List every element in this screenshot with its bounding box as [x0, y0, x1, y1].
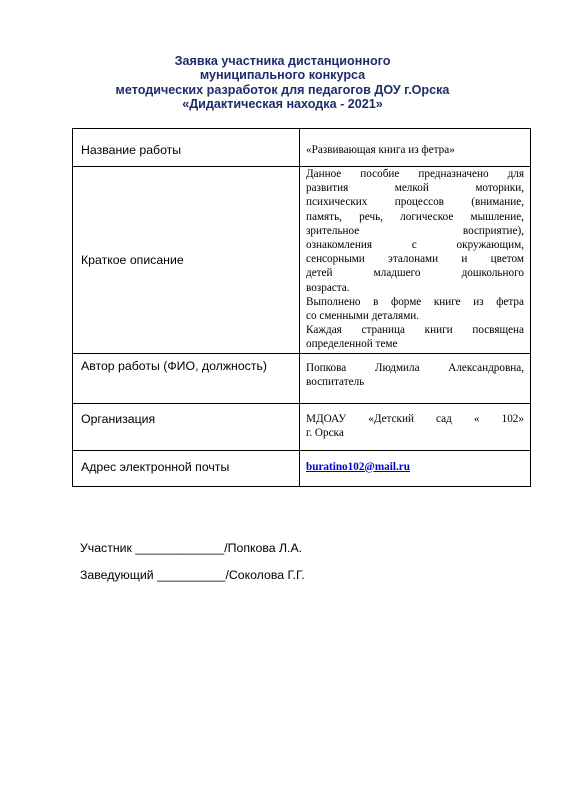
description-line: развития мелкой моторики, — [306, 182, 524, 195]
table-row-email — [73, 450, 531, 486]
table-row-description — [73, 167, 531, 354]
description-line: память, речь, логическое мышление, — [306, 210, 524, 223]
signature-blank: __________ — [157, 568, 226, 582]
description-line: Данное пособие предназначено для — [306, 168, 524, 180]
signature-role: Участник — [80, 541, 136, 555]
application-form-table — [72, 128, 531, 487]
signature-role: Заведующий — [80, 568, 158, 582]
row-label: Адрес электронной почты — [73, 450, 300, 486]
description-line: психических процессов (внимание, — [306, 196, 524, 209]
signature-name: /Попкова Л.А. — [224, 541, 303, 555]
row-label: Краткое описание — [73, 167, 300, 354]
email-link[interactable]: buratino102@mail.ru — [306, 460, 410, 473]
participant-signature-line — [80, 541, 302, 555]
table-row-organization — [73, 403, 531, 450]
description-line: со сменными деталями. — [306, 310, 420, 323]
description-value — [300, 167, 531, 354]
description-line: детей младшего дошкольного — [306, 267, 524, 280]
title-line: Заявка участника дистанционного — [174, 54, 391, 68]
email-cell — [300, 450, 531, 486]
head-signature-line — [80, 568, 305, 582]
table-row-author — [73, 353, 531, 403]
title-line: «Дидактическая находка - 2021» — [182, 97, 383, 112]
organization-line: г. Орска — [306, 426, 344, 439]
row-label: Название работы — [73, 129, 300, 167]
description-line: возраста. — [306, 281, 350, 294]
description-line: определенной теме — [306, 338, 398, 351]
signature-blank: _____________ — [135, 541, 225, 555]
document-title — [0, 54, 565, 112]
title-line: муниципального конкурса — [199, 68, 366, 83]
description-line: сенсорными эталонами и цветом — [306, 253, 524, 266]
description-line: ознакомления с окружающим, — [306, 239, 524, 252]
author-line: воспитатель — [306, 375, 365, 388]
organization-value — [300, 403, 531, 450]
title-line: методических разработок для педагогов ДОУ г.Орска — [115, 82, 450, 97]
work-title-value: «Развивающая книга из фетра» — [300, 129, 531, 167]
row-label: Автор работы (ФИО, должность) — [73, 353, 300, 403]
author-value — [300, 353, 531, 403]
table-row-work-title — [73, 129, 531, 167]
description-line: Каждая страница книги посвящена — [306, 324, 524, 337]
signature-name: /Соколова Г.Г. — [225, 568, 305, 582]
row-label: Организация — [73, 403, 300, 450]
description-line: зрительное восприятие), — [306, 224, 524, 237]
description-line: Выполнено в форме книге из фетра — [306, 295, 524, 308]
author-line: Попкова Людмила Александровна, — [306, 361, 524, 374]
organization-line: МДОАУ «Детский сад « 102» — [306, 412, 524, 425]
